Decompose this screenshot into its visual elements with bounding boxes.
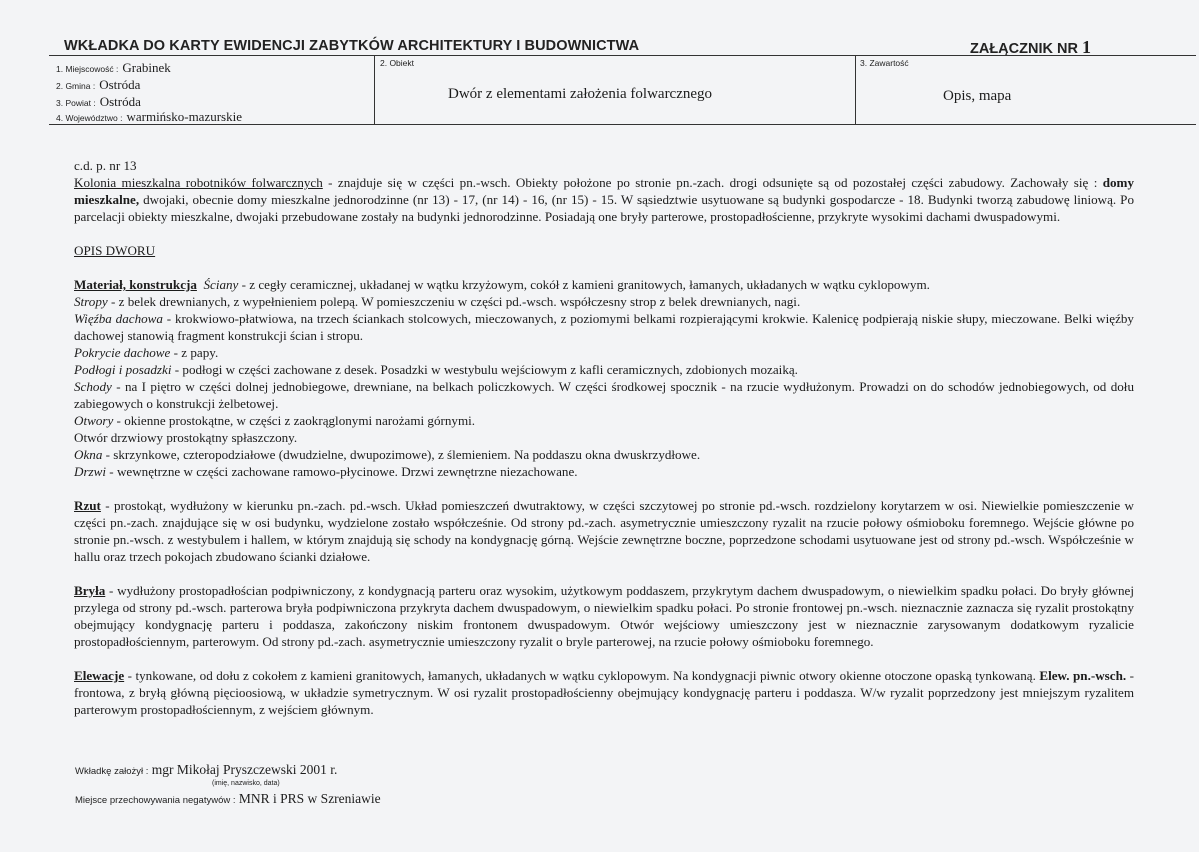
- voivodeship-label: 4. Województwo :: [56, 113, 123, 123]
- roofing-term: Pokrycie dachowe: [74, 345, 171, 360]
- author-row: [75, 762, 337, 778]
- walls-term: Ściany: [203, 277, 239, 292]
- doors-text: - wewnętrzne w części zachowane ramowo-płycinowe. Drzwi zewnętrzne niezachowane.: [106, 464, 578, 479]
- paragraph-doors: [74, 463, 1134, 480]
- annex-number: 1: [1081, 37, 1091, 57]
- openings-term: Otwory: [74, 413, 114, 428]
- openings-text: - okienne prostokątne, w części z zaokrąglonymi narożami górnymi.: [113, 413, 476, 428]
- author-value: mgr Mikołaj Pryszczewski 2001 r.: [151, 762, 338, 777]
- commune-row: [56, 76, 140, 94]
- massing-text: - wydłużony prostopadłościan podpiwniczony, z kondygnacją parteru oraz wysokim, użytkowym poddaszem, przykrytym dachem dwuspadowym, o niewielkim spadku połaci. Do bryły głównej przylega od strony pd.-wsch. parterowa bryła podpiwniczona przykryta dachem dwuspadowym, o niewielkim spadku połaci. Po stronie frontowej pn.-wsch. nieznacznie zaznacza się ryzalit prostokątny obejmujący kondygnację parteru i poddasza, zakończony niskim frontonem dwuspadowym. Otwór wejściowy umieszczony jest w nieznacznie zarysowanym dodatkowym ryzalicie prostopadłościennym, parterowym. Od strony pd.-zach. asymetrycznie umieszczony ryzalit o bryle parterowej, na rzucie połowy ośmioboku foremnego.: [74, 583, 1134, 649]
- column-divider: [374, 56, 375, 124]
- district-label: 3. Powiat :: [56, 98, 96, 108]
- author-hint: (imię, nazwisko, data): [212, 780, 280, 787]
- colony-text-a: - znajduje się w części pn.-wsch. Obiekty położone po stronie pn.-zach. drogi odsunięte są od pozostałej części zabudowy. Zachowały się :: [322, 175, 1103, 190]
- content-value: Opis, mapa: [943, 88, 1012, 104]
- town-row: [56, 59, 171, 77]
- colony-text-b: dwojaki, obecnie domy mieszkalne jednorodzinne (nr 13) - 17, (nr 14) - 16, (nr 15) - 15. W sąsiedztwie usytuowane są budynki gospodarcze - 18. Budynki tworzą zabudowę liniową. Po parcelacji obiekty mieszkalne, dwojaki przebudowane zostały na budynki jednorodzinne. Posiadają one bryły parterowe, prostopadłościenne, przykryte wysokimi dachami dwuspadowymi.: [74, 192, 1134, 224]
- district-value: Ostróda: [99, 94, 141, 109]
- voivodeship-row: [56, 108, 242, 126]
- facades-text-b: - frontowa, z bryłą główną pięcioosiową, w układzie symetrycznym. W osi ryzalit prostopadłościenny obejmujący kondygnację parteru i poddasza. W/w ryzalit poprzedzony jest mniejszym ryzalitem parterowym prostopadłościennym, z wejściem głównym.: [74, 668, 1134, 717]
- stairs-text: - na I piętro w części dolnej jednobiegowe, drewniane, na belkach policzkowych. W części środkowej spocznik - na rzucie wydłużonym. Prowadzi on do schodów jednobiegowych, od dołu zabiegowych o konstrukcji żelbetowej.: [74, 379, 1134, 411]
- colony-bold: domy mieszkalne,: [74, 175, 1134, 207]
- paragraph-roofing: [74, 344, 1134, 361]
- material-heading: Materiał, konstrukcja: [74, 277, 197, 292]
- continuation-note: c.d. p. nr 13: [74, 158, 137, 173]
- windows-text: - skrzynkowe, czteropodziałowe (dwudzielne, dwupozimowe), z ślemieniem. Na poddaszu okna dwuskrzydłowe.: [102, 447, 701, 462]
- roof-truss-term: Więźba dachowa: [74, 311, 163, 326]
- paragraph-floors: [74, 361, 1134, 378]
- storage-value: MNR i PRS w Szreniawie: [238, 791, 381, 806]
- roof-truss-text: - krokwiowo-płatwiowa, na trzech ściankach stolcowych, mieczowanych, z poziomymi belkami rozpierającymi krokwie. Kalenicę podpierają niskie słupy, mieczowane. Belki więźby dachowej stanowią fragment konstrukcji ścian i stropu.: [74, 311, 1134, 343]
- document-body: [74, 157, 1134, 718]
- ceilings-text: - z belek drewnianych, z wypełnieniem polepą. W pomieszczeniu w części pd.-wsch. współczesny strop z belek drewnianych, nagi.: [107, 294, 801, 309]
- info-table: [49, 55, 1196, 125]
- paragraph-door-opening: Otwór drzwiowy prostokątny spłaszczony.: [74, 430, 298, 445]
- paragraph-massing: [74, 582, 1134, 650]
- paragraph-openings: [74, 412, 1134, 429]
- massing-heading: Bryła: [74, 583, 106, 598]
- manor-description-heading: OPIS DWORU: [74, 243, 156, 258]
- plan-heading: Rzut: [74, 498, 101, 513]
- doors-term: Drzwi: [74, 464, 107, 479]
- annex-text: ZAŁĄCZNIK NR: [970, 41, 1078, 57]
- town-value: Grabinek: [122, 60, 171, 75]
- paragraph-plan: [74, 497, 1134, 565]
- paragraph-ceilings: [74, 293, 1134, 310]
- paragraph-colony: [74, 174, 1134, 225]
- town-label: 1. Miejscowość :: [56, 64, 119, 74]
- object-value: Dwór z elementami założenia folwarcznego: [448, 86, 713, 102]
- ceilings-term: Stropy: [74, 294, 108, 309]
- author-label: Wkładkę założył :: [75, 766, 149, 777]
- storage-label: Miejsce przechowywania negatywów :: [75, 795, 236, 806]
- floors-term: Podłogi i posadzki: [74, 362, 172, 377]
- column-divider: [855, 56, 856, 124]
- stairs-term: Schody: [74, 379, 112, 394]
- commune-label: 2. Gmina :: [56, 81, 96, 91]
- facades-text-a: - tynkowane, od dołu z cokołem z kamieni granitowych, łamanych, układanych w wątku cyklopowym. Na kondygnacji piwnic otwory okienne otoczone opaską tynkowaną.: [124, 668, 1040, 683]
- content-label: 3. Zawartość: [860, 58, 909, 68]
- facades-heading: Elewacje: [74, 668, 125, 683]
- paragraph-facades: [74, 667, 1134, 718]
- walls-text: - z cegły ceramicznej, układanej w wątku krzyżowym, cokół z kamieni granitowych, łamanych, układanych w wątku cyklopowym.: [238, 277, 930, 292]
- colony-heading: Kolonia mieszkalna robotników folwarcznych: [74, 175, 323, 190]
- object-label: 2. Obiekt: [380, 58, 415, 68]
- storage-row: [75, 791, 381, 807]
- voivodeship-value: warmińsko-mazurskie: [126, 109, 242, 124]
- windows-term: Okna: [74, 447, 103, 462]
- paragraph-stairs: [74, 378, 1134, 412]
- paragraph-windows: [74, 446, 1134, 463]
- paragraph-material: [74, 276, 1134, 293]
- commune-value: Ostróda: [99, 77, 141, 92]
- document-title: WKŁADKA DO KARTY EWIDENCJI ZABYTKÓW ARCHITEKTURY I BUDOWNICTWA: [64, 38, 640, 54]
- floors-text: - podłogi w części zachowane z desek. Posadzki w westybulu wejściowym z kafli ceramicznych, zdobionych mozaiką.: [171, 362, 798, 377]
- roofing-text: - z papy.: [170, 345, 219, 360]
- paragraph-roof-truss: [74, 310, 1134, 344]
- facades-bold: Elew. pn.-wsch.: [1039, 668, 1127, 683]
- plan-text: - prostokąt, wydłużony w kierunku pn.-zach. pd.-wsch. Układ pomieszczeń dwutraktowy, w części szczytowej po stronie pd.-wsch. rozdzielony korytarzem w osi. Niewielkie pomieszczenie w części pn.-zach. znajdujące się w osi budynku, wydzielone zostało współcześnie. Od strony pd.-zach. asymetrycznie umieszczony ryzalit na rzucie połowy ośmioboku foremnego. Wejście główne po stronie pn.-wsch. z westybulem i hallem, w którym znajdują się schody na kondygnację górną. Wejście zewnętrzne boczne, poprzedzone schodami usytuowane jest od strony pd.-wsch. Współcześnie w hallu oraz trzech pokojach zbudowano ścianki działowe.: [74, 498, 1134, 564]
